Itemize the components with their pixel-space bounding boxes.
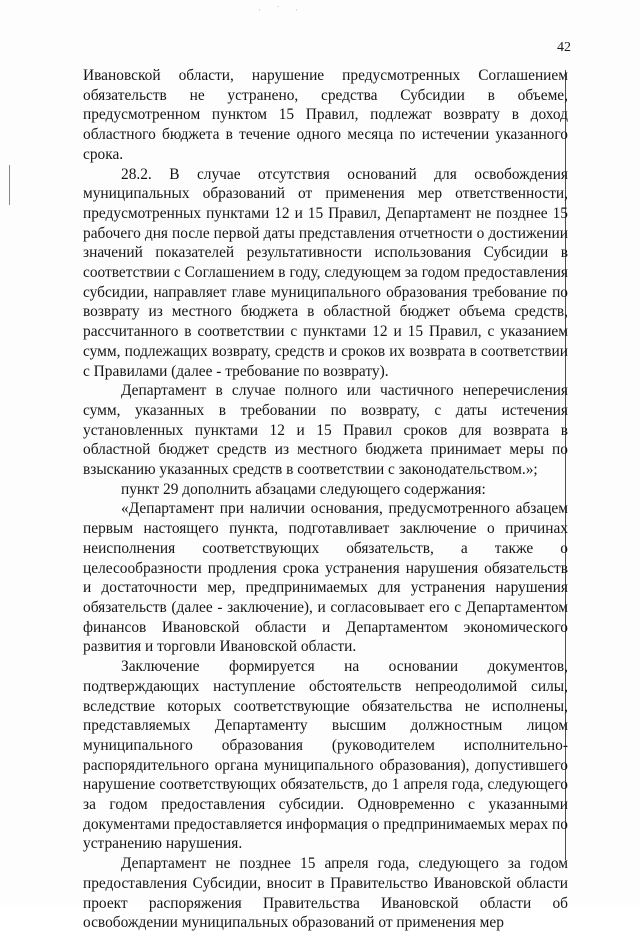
document-body [83,66,568,933]
paragraph-continuation: Ивановской области, нарушение предусмотренных Соглашением обязательств не устранено, средства Субсидии в объеме, предусмотренном пунктом 15 Правил, подлежат возврату в доход областного бюджета в течение одного месяца по истечении указанного срока. [83,67,568,163]
paragraph-conclusion-basis: «Департамент при наличии основания, предусмотренного абзацем первым настоящего пункта, подготавливает заключение о причинах неисполнения соответствующих обязательств, а также о целесообразности продления срока устранения нарушения обязательств и достаточности мер, предпринимаемых для устранения нарушения обязательств (далее - заключение), и согласовывает его с Департаментом финансов Ивановской области и Департаментом экономического развития и торговли Ивановской области. [83,500,568,656]
paragraph-point-29-amendment: пункт 29 дополнить абзацами следующего содержания: [121,480,486,498]
paragraph-conclusion-formation: Заключение формируется на основании документов, подтверждающих наступление обстоятельств непреодолимой силы, вследствие которых соответствующие обязательства не исполнены, представляемых Департаменту высшим должностным лицом муниципального образования (руководителем исполнительно-распорядительного органа муниципального образования), допустившего нарушение соответствующих обязательств, до 1 апреля года, следующего за годом предоставления субсидии. Одновременно с указанными документами предоставляется информация о предпринимаемых мерах по устранению нарушения. [83,658,568,853]
scan-specks: · ˙ · [258,6,304,16]
paragraph-28-2: 28.2. В случае отсутствия оснований для освобождения муниципальных образований от применения мер ответственности, предусмотренных пунктами 12 и 15 Правил, Департамент не позднее 15 рабочего дня после первой даты представления отчетности о достижении значений показателей результативности использования Субсидии в соответствии с Соглашением в году, следующем за годом предоставления субсидии, направляет главе муниципального образования требование по возврату из местного бюджета в областной бюджет объема средств, рассчитанного в соответствии с пунктами 12 и 15 Правил, с указанием сумм, подлежащих возврату, средств и сроков их возврата в соответствии с Правилами (далее - требование по возврату). [83,165,568,380]
page-number: 42 [557,40,571,55]
paragraph-department-deadline: Департамент не позднее 15 апреля года, следующего за годом предоставления Субсидии, вносит в Правительство Ивановской области проект распоряжения Правительства Ивановской области об освобождении муниципальных образований от применения мер [83,855,568,932]
scan-margin-mark [9,165,10,205]
paragraph-department-measures: Департамент в случае полного или частичного неперечисления сумм, указанных в требовании по возврату, с даты истечения установленных пунктами 12 и 15 Правил сроков для возврата в областной бюджет средств из местного бюджета принимает меры по взысканию указанных средств в соответствии с законодательством.»; [83,382,568,479]
